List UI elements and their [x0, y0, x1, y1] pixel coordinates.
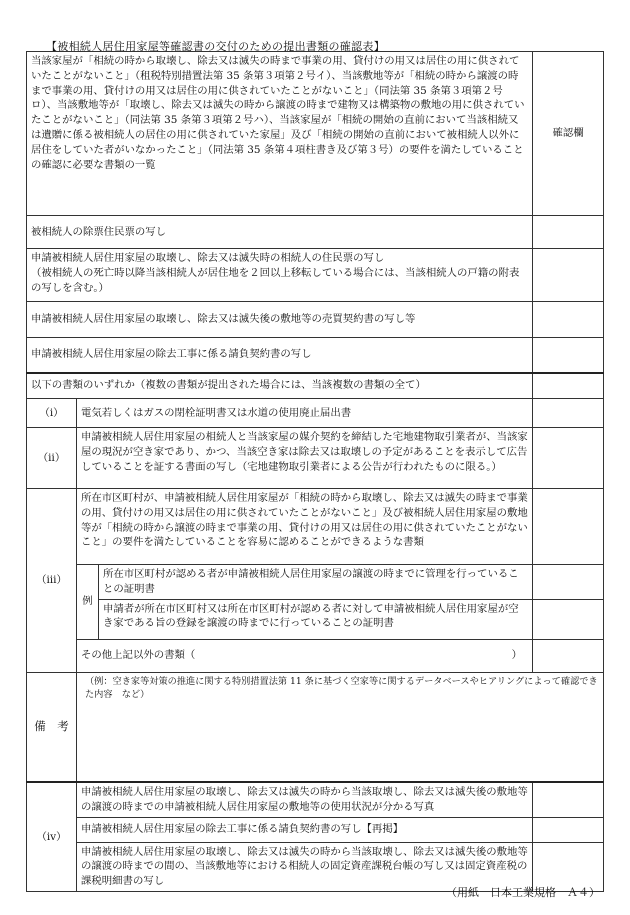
paper-size-note: （用紙 日本工業規格 Ａ４）: [446, 886, 600, 899]
check-cell[interactable]: [533, 817, 604, 842]
item-number: （ⅲ）: [27, 489, 77, 673]
table-row: [27, 399, 604, 428]
other-docs-close: ）: [511, 649, 523, 662]
item-number: （ⅱ）: [27, 428, 77, 489]
doc-demolition-contract: 申請被相続人居住用家屋の除去工事に係る請負契約書の写し: [27, 338, 533, 373]
item-text: 申請被相続人居住用家屋の相続人と当該家屋の媒介契約を締結した宅地建物取引業者が、当該家屋の現況が空き家であり、かつ、当該空き家は除去又は取壊しの予定があることを表示して広告していることを証する書面の写し（宅地建物取引業者による公告が行われたものに限る。）: [77, 428, 533, 489]
header-description: 当該家屋が「相続の時から取壊し、除去又は滅失の時まで事業の用、貸付けの用又は居住の用に供されていたことがないこと」（租税特別措置法第 35 条第３項第２号イ）、当該敷地等が「相続の時から譲渡の時まで事業の用、貸付けの用又は居住の用に供されていたことがないこと」（同法第 35 条第３項第２号ロ）、当該敷地等が「取壊し、除去又は滅失の時から譲渡の時まで建物又は構築物の敷地の用に供されていたことがないこと」（同法第 35 条第３項第２号ハ）、当該家屋が「相続の開始の直前において当該相続又は遺贈に係る被相続人の居住の用に供されていた家屋」及び「相続の開始の直前において被相続人以外に居住をしていた者がいなかったこと」（同法第 35 条第４項柱書き及び第３号）の要件を満たしていることの確認に必要な書類の一覧: [27, 52, 533, 216]
table-row: [27, 302, 604, 338]
item-number: （ⅳ）: [27, 782, 77, 891]
remarks-row: [27, 672, 604, 782]
table-row: [27, 216, 604, 249]
table-row: [27, 373, 604, 399]
item-text: 申請被相続人居住用家屋の取壊し、除去又は滅失の時から当該取壊し、除去又は滅失後の敷地等の譲渡の時までの間の、当該敷地等における相続人の固定資産課税台帳の写し又は固定資産税の課税明細書の写し: [77, 842, 533, 891]
doc-resident-record: 被相続人の除票住民票の写し: [27, 216, 533, 249]
table-row: [27, 817, 604, 842]
remarks-label: 備 考: [27, 672, 77, 782]
form-title: 【被相続人居住用家屋等確認書の交付のための提出書類の確認表】: [46, 40, 385, 53]
remarks-note: （例：空き家等対策の推進に関する特別措置法第 11 条に基づく空家等に関するデータベースやヒアリングによって確認できた内容 など）: [77, 672, 604, 782]
table-row: [27, 599, 604, 639]
check-cell[interactable]: [533, 249, 604, 302]
table-row: [27, 249, 604, 302]
item-text: 申請被相続人居住用家屋の取壊し、除去又は滅失の時から当該取壊し、除去又は滅失後の敷地等の譲渡の時までの申請被相続人居住用家屋の敷地等の使用状況が分かる写真: [77, 782, 533, 817]
check-cell[interactable]: [533, 338, 604, 373]
check-column-label: 確認欄: [533, 52, 604, 216]
doc-heir-resident-card: [27, 249, 533, 302]
any-of-label: 以下の書類のいずれか（複数の書類が提出された場合には、当該複数の書類の全て）: [27, 373, 533, 399]
table-row: [27, 428, 604, 489]
other-docs-label: その他上記以外の書類（: [81, 649, 196, 662]
table-row: [27, 338, 604, 373]
item-text: 電気若しくはガスの閉栓証明書又は水道の使用廃止届出書: [77, 399, 533, 428]
table-row: [27, 639, 604, 672]
check-cell[interactable]: [533, 302, 604, 338]
example-label: 例: [77, 565, 99, 640]
table-row: [27, 782, 604, 817]
check-cell[interactable]: [533, 782, 604, 817]
other-docs: [77, 639, 533, 672]
table-row: [27, 565, 604, 600]
table-row: [27, 489, 604, 565]
check-cell[interactable]: [533, 489, 604, 565]
example-text: 所在市区町村が認める者が申請被相続人居住用家屋の譲渡の時までに管理を行っていることの証明書: [99, 565, 533, 600]
check-cell[interactable]: [533, 216, 604, 249]
item-text: 所在市区町村が、申請被相続人居住用家屋が「相続の時から取壊し、除去又は滅失の時まで事業の用、貸付けの用又は居住の用に供されていたことがないこと」及び被相続人居住用家屋の敷地等が「相続の時から譲渡の時まで事業の用、貸付けの用又は居住の用に供されていたことがないこと」の要件を満たしていることを容易に認めることができるような書類: [77, 489, 533, 565]
check-cell[interactable]: [533, 565, 604, 600]
document-checklist-table: [26, 51, 604, 892]
doc-heir-resident-card-note: （被相続人の死亡時以降当該相続人が居住地を２回以上移転している場合には、当該相続人の戸籍の附表の写しを含む。）: [31, 266, 520, 294]
item-text: 申請被相続人居住用家屋の除去工事に係る請負契約書の写し【再掲】: [77, 817, 533, 842]
check-cell[interactable]: [533, 373, 604, 399]
item-number: （ⅰ）: [27, 399, 77, 428]
header-row: [27, 52, 604, 216]
check-cell[interactable]: [533, 599, 604, 639]
doc-heir-resident-card-main: 申請被相続人居住用家屋の取壊し、除去又は滅失時の相続人の住民票の写し: [31, 252, 385, 264]
doc-sales-contract: 申請被相続人居住用家屋の取壊し、除去又は滅失後の敷地等の売買契約書の写し等: [27, 302, 533, 338]
check-cell[interactable]: [533, 399, 604, 428]
check-cell[interactable]: [533, 428, 604, 489]
check-cell[interactable]: [533, 639, 604, 672]
example-text: 申請者が所在市区町村又は所在市区町村が認める者に対して申請被相続人居住用家屋が空き家である旨の登録を譲渡の時までに行っていることの証明書: [99, 599, 533, 639]
